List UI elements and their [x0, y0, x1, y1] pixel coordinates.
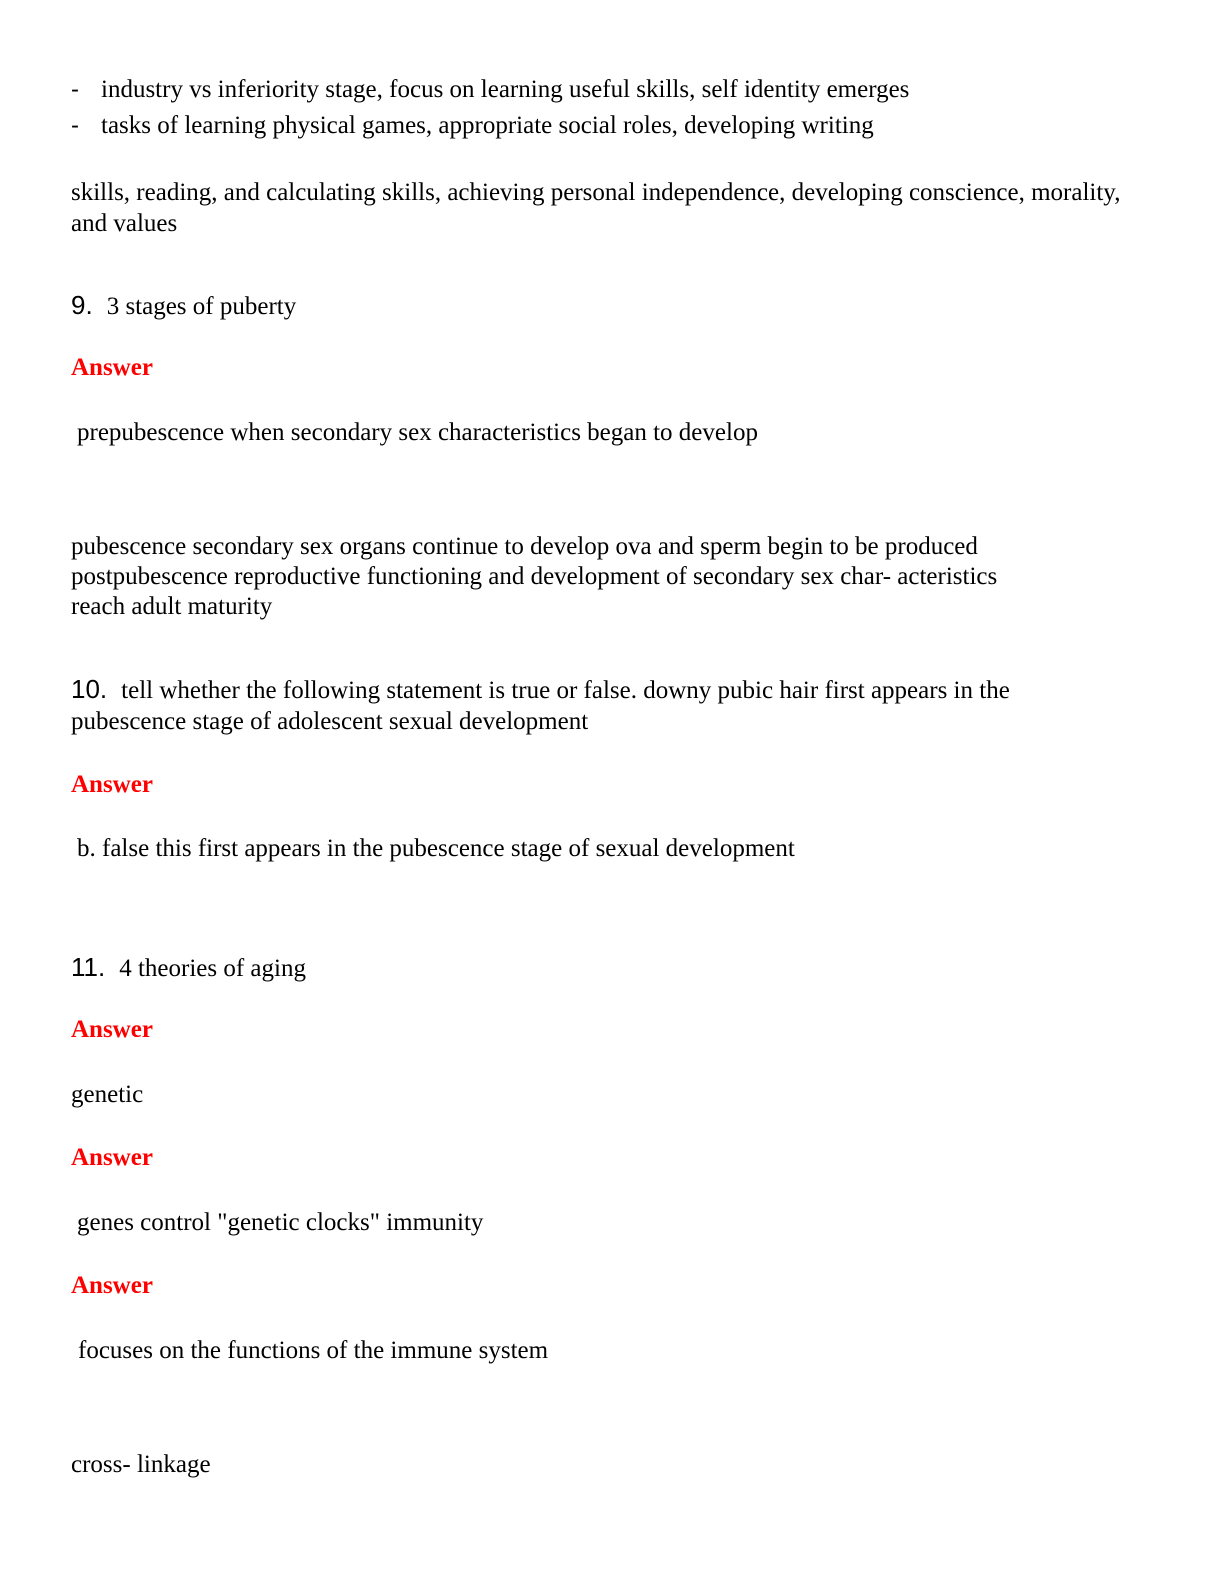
question-text-continued: pubescence stage of adolescent sexual development	[71, 708, 589, 735]
answer-text: genetic	[71, 1081, 144, 1108]
answer-label: Answer	[71, 1144, 153, 1171]
answer-text: reach adult maturity	[71, 593, 273, 620]
question-number: 11.	[71, 952, 106, 982]
bullet-marker: -	[71, 76, 79, 103]
question-11	[71, 952, 306, 984]
continuation-paragraph: skills, reading, and calculating skills, achieving personal independence, developing conscience, morality, and values	[71, 179, 1121, 237]
answer-label: Answer	[71, 1272, 153, 1299]
answer-label: Answer	[71, 771, 153, 798]
answer-text: pubescence secondary sex organs continue to develop ova and sperm begin to be produced	[71, 533, 978, 560]
question-text: 3 stages of puberty	[106, 293, 297, 320]
bullet-item: tasks of learning physical games, appropriate social roles, developing writing	[101, 112, 874, 139]
answer-text: genes control "genetic clocks" immunity	[77, 1209, 484, 1236]
answer-text: b. false this first appears in the pubescence stage of sexual development	[77, 835, 795, 862]
answer-label: Answer	[71, 1016, 153, 1043]
answer-text: postpubescence reproductive functioning and development of secondary sex char- acteristics	[71, 563, 998, 590]
answer-text: prepubescence when secondary sex characteristics began to develop	[77, 419, 758, 446]
question-number: 10.	[71, 674, 108, 704]
question-text: 4 theories of aging	[119, 955, 306, 982]
question-text: tell whether the following statement is true or false. downy pubic hair first appears in the	[121, 677, 1010, 704]
answer-text: focuses on the functions of the immune system	[78, 1337, 549, 1364]
bullet-marker: -	[71, 112, 79, 139]
answer-text: cross- linkage	[71, 1451, 211, 1478]
answer-label: Answer	[71, 354, 153, 381]
question-10	[71, 674, 1010, 706]
bullet-item: industry vs inferiority stage, focus on learning useful skills, self identity emerges	[101, 76, 910, 103]
question-number: 9.	[71, 290, 93, 320]
question-9	[71, 290, 296, 322]
